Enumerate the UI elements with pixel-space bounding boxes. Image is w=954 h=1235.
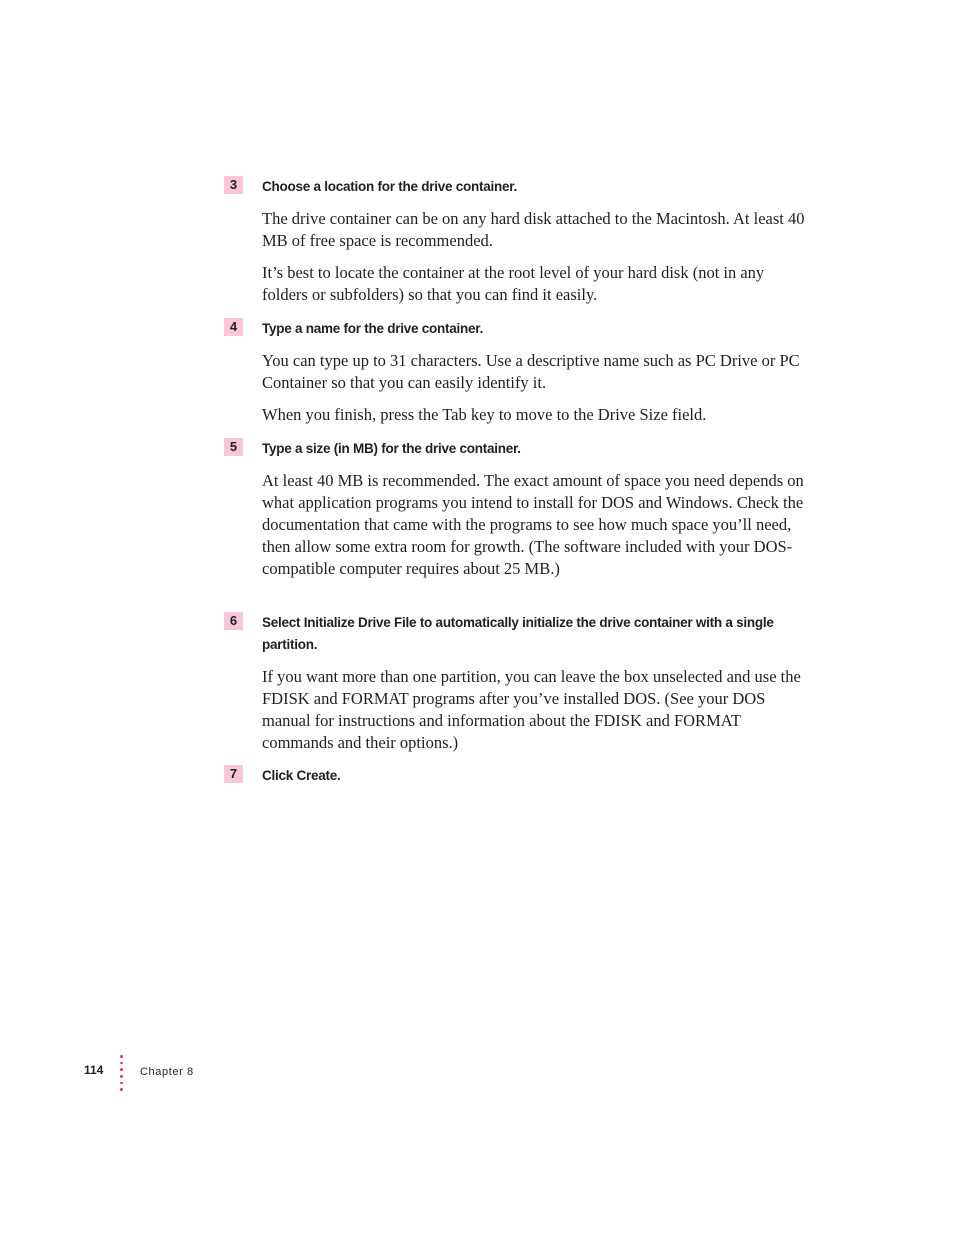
step-7 <box>224 765 814 787</box>
step-6 <box>224 612 814 754</box>
step-header <box>224 612 814 656</box>
paragraph: At least 40 MB is recommended. The exact amount of space you need depends on what application programs you intend to install for DOS and Windows. Check the documentation that came with the programs to see how much space you’ll need, then allow some extra room for growth. (The software included with your DOS-compatible computer requires about 25 MB.) <box>262 471 804 578</box>
step-number-badge: 6 <box>224 612 243 630</box>
paragraph: You can type up to 31 characters. Use a descriptive name such as PC Drive or PC Container so that you can easily identify it. <box>262 351 800 392</box>
step-number-badge: 4 <box>224 318 243 336</box>
step-body <box>262 208 810 306</box>
step-5 <box>224 438 814 580</box>
step-header <box>224 765 814 787</box>
step-body <box>262 666 810 754</box>
dotted-divider <box>120 1055 124 1093</box>
step-title: Select Initialize Drive File to automatically initialize the drive container with a single partition. <box>262 615 774 652</box>
paragraph: The drive container can be on any hard disk attached to the Macintosh. At least 40 MB of free space is recommended. <box>262 209 805 250</box>
step-3 <box>224 176 814 306</box>
step-title: Choose a location for the drive container. <box>262 179 518 194</box>
paragraph: It’s best to locate the container at the root level of your hard disk (not in any folders or subfolders) so that you can find it easily. <box>262 263 765 304</box>
step-title: Type a name for the drive container. <box>262 321 484 336</box>
step-header <box>224 318 814 340</box>
paragraph: When you finish, press the Tab key to move to the Drive Size field. <box>262 405 707 424</box>
paragraph: If you want more than one partition, you can leave the box unselected and use the FDISK and FORMAT programs after you’ve installed DOS. (See your DOS manual for instructions and information about the FDISK and FORMAT commands and their options.) <box>262 667 801 752</box>
page-number: 114 <box>84 1063 104 1077</box>
step-number-badge: 3 <box>224 176 243 194</box>
step-header <box>224 438 814 460</box>
step-body <box>262 350 810 426</box>
step-number-badge: 5 <box>224 438 243 456</box>
step-title: Click Create. <box>262 768 341 783</box>
step-title: Type a size (in MB) for the drive container. <box>262 441 521 456</box>
step-4 <box>224 318 814 426</box>
step-header <box>224 176 814 198</box>
chapter-label: Chapter 8 <box>140 1066 194 1078</box>
step-number-badge: 7 <box>224 765 243 783</box>
step-body <box>262 470 810 580</box>
